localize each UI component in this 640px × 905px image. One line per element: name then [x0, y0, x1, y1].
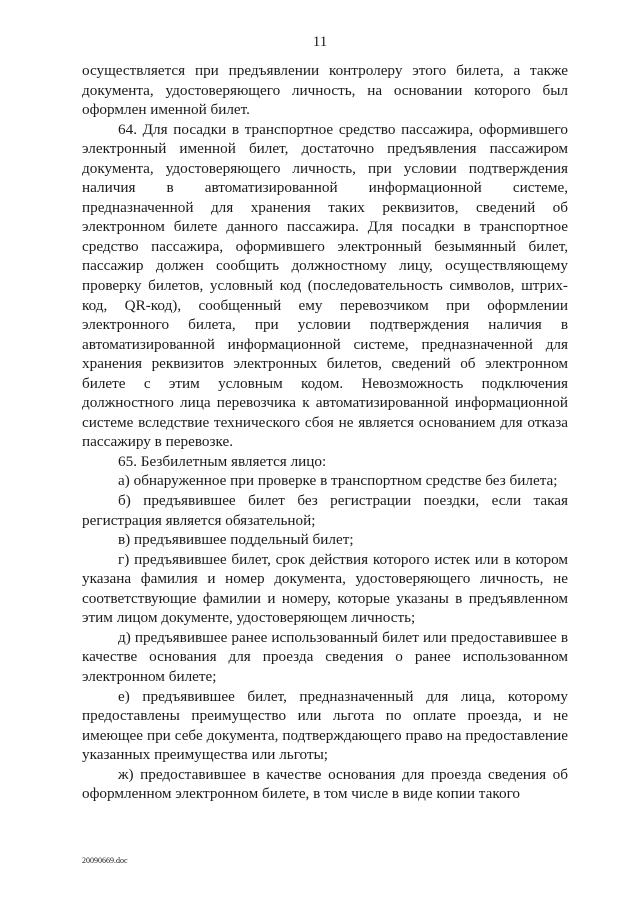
paragraph-65: 65. Безбилетным является лицо:: [118, 452, 327, 470]
paragraph-64: 64. Для посадки в транспортное средство пассажира, оформившего электронный именной билет, достаточно предъявления пассажиром документа, удостоверяющего личность, при условии подтверждения наличия в автоматизированной информационной системе, предназначенной для хранения таких реквизитов, сведений об электронном билете данного пассажира. Для посадки в транспортное средство пассажира, оформившего электронный безымянный билет, пассажир должен сообщить должностному лицу, осуществляющему проверку билетов, условный код (последовательность символов, штрих-код, QR-код), сообщенный ему перевозчиком при оформлении электронного билета, при условии подтверждения наличия в автоматизированной информационной системе, предназначенной для хранения реквизитов электронных билетов, сведений об электронном билете с этим условным кодом. Невозможность подключения должностного лица перевозчика к автоматизированной информационной системе вследствие технического сбоя не является основанием для отказа пассажиру в перевозке.: [82, 120, 568, 451]
document-body: [82, 61, 568, 804]
list-item-d: д) предъявившее ранее использованный билет или предоставившее в качестве основания для проезда сведения о ранее использованном электронном билете;: [82, 628, 568, 685]
list-item-e: е) предъявившее билет, предназначенный для лица, которому предоставлены преимущество или льгота по оплате проезда, и не имеющее при себе документа, подтверждающего право на предоставление указанных преимущества или льготы;: [82, 687, 568, 764]
list-item-zh: ж) предоставившее в качестве основания для проезда сведения об оформленном электронном билете, в том числе в виде копии такого: [82, 765, 568, 803]
paragraph-continuation: осуществляется при предъявлении контролеру этого билета, а также документа, удостоверяющего личность, на основании которого был оформлен именной билет.: [82, 62, 568, 119]
list-item-g: г) предъявившее билет, срок действия которого истек или в котором указана фамилия и номер документа, удостоверяющего личность, не соответствующие фамилии и номеру, которые указаны в предъявленном этим лицом документе, удостоверяющем личность;: [82, 550, 568, 627]
list-item-a: а) обнаруженное при проверке в транспортном средстве без билета;: [118, 472, 558, 490]
file-reference: 20090669.doc: [82, 856, 128, 865]
page-number: 11: [312, 34, 328, 50]
list-item-v: в) предъявившее поддельный билет;: [118, 531, 354, 549]
list-item-b: б) предъявившее билет без регистрации поездки, если такая регистрация является обязательной;: [82, 492, 568, 529]
